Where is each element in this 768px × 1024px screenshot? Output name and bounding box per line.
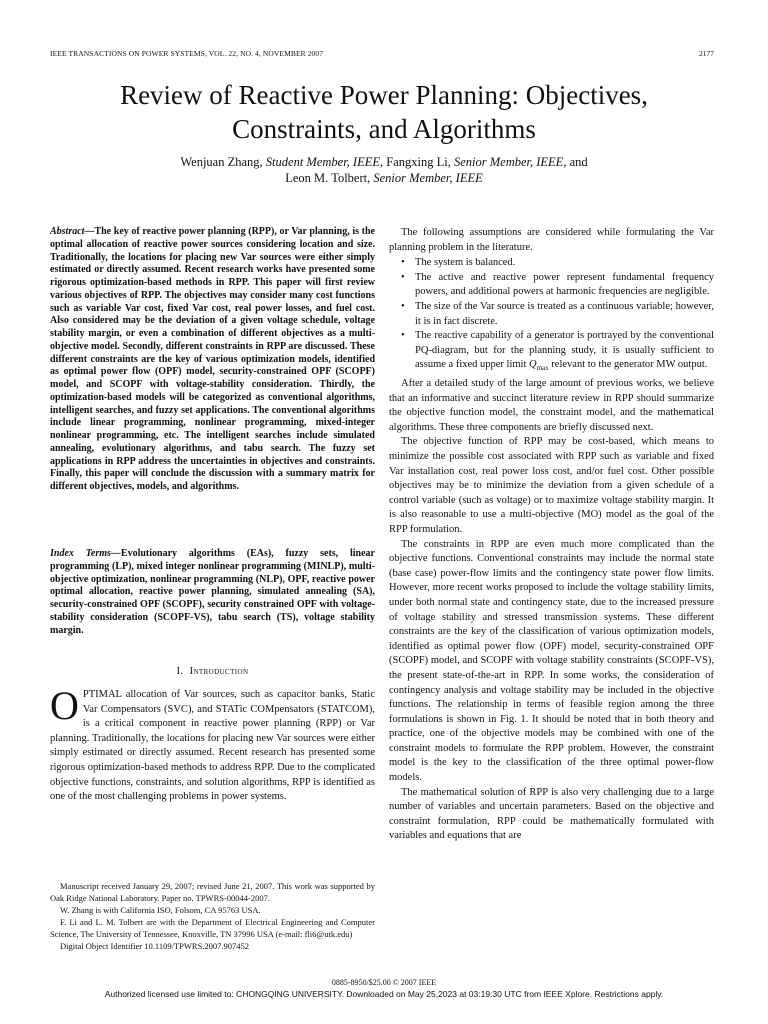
footnote-zhang: W. Zhang is with California ISO, Folsom, CA 95763 USA. xyxy=(60,905,261,915)
paper-title xyxy=(0,78,768,146)
footnote-li-tolbert: F. Li and L. M. Tolbert are with the Department of Electrical Engineering and Computer Science, The University of Tennessee, Knoxville, TN 37996 USA (e-mail: fli6@utk.edu) xyxy=(50,917,375,939)
paragraph-solution: The mathematical solution of RPP is also very challenging due to a large number of variables and uncertain parameters. Based on the objective and constraint formulation, RPP could be mathematically formulated with variables and equations that are xyxy=(389,786,714,842)
page-number: 2177 xyxy=(699,49,714,58)
qmax-symbol: Q xyxy=(529,359,537,371)
list-item xyxy=(415,329,714,376)
assumptions-intro: The following assumptions are considered while formulating the Var planning problem in the literature. xyxy=(389,227,714,253)
author-2-name: Fangxing Li, xyxy=(386,155,451,169)
index-terms-text: Evolutionary algorithms (EAs), fuzzy sets, linear programming (LP), mixed integer nonlinear programming (MINLP), multi-objective optimization, nonlinear programming (NLP), OPF, reactive power optimal allocation, reactive power planning, simulated annealing (SA), security-constrained OPF (SCOPF), security constrained OPF with voltage-stability consideration (SCOPF-VS), tabu search (TS), voltage stability margin. xyxy=(50,548,375,636)
bullet4-text-a: The reactive capability of a generator is portrayed by the conventional PQ-diagram, but for the planning study, it is usually sufficient to assume a fixed upper limit xyxy=(415,330,714,371)
paragraph-review: After a detailed study of the large amount of previous works, we believe that an informative and succinct literature review in RPP should summarize the objective function model, the constraint model, and the mathematical algorithms. These three components are briefly discussed next. xyxy=(389,378,714,433)
license-line: Authorized licensed use limited to: CHONGQING UNIVERSITY. Downloaded on May 25,2023 at 03:19:30 UTC from IEEE Xplore. Restrictions apply. xyxy=(104,989,664,999)
bullet4-text-b: relevant to the generator MW output. xyxy=(551,359,708,371)
right-column xyxy=(389,226,714,844)
abstract xyxy=(50,226,375,494)
paragraph-objective: The objective function of RPP may be cost-based, which means to minimize the possible cost associated with RPP such as variable and fixed Var installation cost, real power loss cost, and/or fuel cost. Other possible objectives may be to minimize the deviation from a given schedule of a control variable (such as voltage) or to maximize voltage stability margin. It is also reasonable to use a multi-objective (MO) model as the goal of the RPP formulation. xyxy=(389,436,714,535)
author-line-2 xyxy=(0,170,768,186)
list-item: • The active and reactive power represent fundamental frequency powers, and additional powers at harmonic frequencies are negligible. xyxy=(415,271,714,300)
drop-cap: O xyxy=(50,683,79,728)
abstract-text: The key of reactive power planning (RPP), or Var planning, is the optimal allocation of reactive power sources considering location and size. Traditionally, the locations for placing new Var sources were either simply estimated or directly assumed. Recent research works have presented some rigorous optimization-based methods in RPP. This paper will first review various objectives of RPP. The objectives may consider many cost functions such as variable Var cost, fixed Var cost, real power losses, and fuel cost. Also considered may be the deviation of a given voltage schedule, voltage stability margin, or even a combination of different objectives as a multi-objective model. Secondly, different constraints in RPP are discussed. These different constraints are the key of various optimization models, identified as optimal power flow (OPF) model, security-constrained OPF (SCOPF) model, and SCOPF with voltage-stability consideration. Thirdly, the optimization-based models will be categorized as conventional algorithms, intelligent searches, and fuzzy set applications. The conventional algorithms include linear programming, nonlinear programming, mixed-integer nonlinear programming, etc. The intelligent searches include simulated annealing, evolutionary algorithms, and tabu search. The fuzzy set applications in RPP address the uncertainties in objectives and constraints. Finally, this paper will conclude the discussion with a summary matrix for different objectives, models, and algorithms. xyxy=(50,226,375,492)
index-terms xyxy=(50,548,375,637)
author-and: and xyxy=(569,155,588,169)
footnote-doi: Digital Object Identifier 10.1109/TPWRS.2007.907452 xyxy=(60,941,250,951)
abstract-lead: Abstract— xyxy=(50,226,95,237)
introduction-text: PTIMAL allocation of Var sources, such as capacitor banks, Static Var Compensators (SVC), and STATic COMpensators (STATCOM), is a critical component in reactive power planning (RPP) or Var planning. Traditionally, the locations for placing new Var sources were either simply estimated or directly assumed. Recent research has presented some rigorous optimization-based methods to address RPP. Due to the complicated objective functions, constraints, and solution algorithms, RPP is identified as one of the most challenging problems in power systems. xyxy=(50,689,375,803)
section-number: I. xyxy=(176,666,184,677)
qmax-subscript: max xyxy=(536,364,549,373)
assumptions-list xyxy=(389,256,714,376)
author-block xyxy=(0,154,768,186)
copyright-line: 0885-8950/$25.00 © 2007 IEEE xyxy=(331,978,437,987)
footnote-manuscript: Manuscript received January 29, 2007; revised June 21, 2007. This work was supported by Oak Ridge National Laboratory. Paper no. TPWRS-00044-2007. xyxy=(50,881,375,903)
introduction-paragraph xyxy=(50,683,375,805)
author-line-1 xyxy=(0,154,768,170)
author-1-name: Wenjuan Zhang, xyxy=(180,155,263,169)
list-item: • The system is balanced. xyxy=(415,256,714,271)
paragraph-constraints: The constraints in RPP are even much more complicated than the objective functions. Conventional constraints may include the normal state (base case) power-flow limits and the contingency state power flow limits. However, more recent works proposed to include the voltage stability limits, under both normal state and contingency state, due to the increased pressure of voltage stability and stressed transmission systems. These different constraints are the key of the classification of various optimization models, identified as optimal power flow (OPF) model, security-constrained OPF (SCOPF) model, and SCOPF with voltage stability constraints (SCOPF-VS), the present state-of-the-art in RPP. In some works, the consideration of contingency analysis and voltage stability may be included in the objective functions. The relationship in terms of feasible region among the three formulations is shown in Fig. 1. It should be noted that in both theory and practice, one of the objective models may be combined with one of the constraint models to formulate the RPP problem. However, the constraint model is the key to the classification of the three optimal power-flow models. xyxy=(389,538,714,784)
journal-header: IEEE TRANSACTIONS ON POWER SYSTEMS, VOL. 22, NO. 4, NOVEMBER 2007 xyxy=(50,49,324,58)
list-item: • The size of the Var source is treated as a continuous variable; however, it is in fact discrete. xyxy=(415,300,714,329)
section-heading xyxy=(50,666,375,677)
author-2-role: Senior Member, IEEE, xyxy=(453,155,567,169)
author-3-name: Leon M. Tolbert, xyxy=(285,171,371,185)
footnote xyxy=(50,880,375,952)
index-terms-lead: Index Terms— xyxy=(50,548,121,559)
author-1-role: Student Member, IEEE, xyxy=(265,155,384,169)
section-title: Introduction xyxy=(189,666,249,677)
author-3-role: Senior Member, IEEE xyxy=(373,171,483,185)
title-line-1: Review of Reactive Power Planning: Objectives, xyxy=(120,80,648,110)
title-line-2: Constraints, and Algorithms xyxy=(232,114,536,144)
